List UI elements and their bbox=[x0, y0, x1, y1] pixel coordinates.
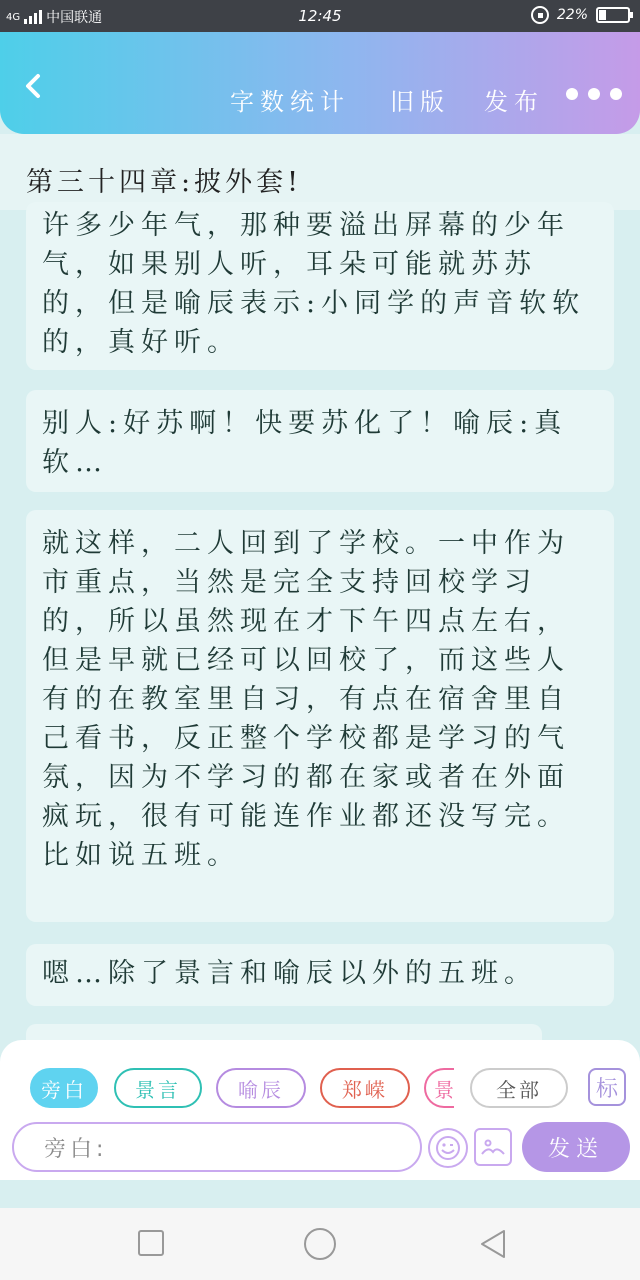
status-bar bbox=[0, 0, 640, 32]
word-count-button[interactable]: 字数统计 bbox=[230, 88, 350, 116]
recent-apps-icon[interactable] bbox=[138, 1230, 164, 1256]
dot-icon bbox=[610, 88, 622, 100]
send-button[interactable]: 发送 bbox=[522, 1122, 630, 1172]
battery-percent: 22% bbox=[556, 7, 588, 23]
back-triangle-icon[interactable] bbox=[478, 1228, 508, 1260]
role-chip-narrator[interactable]: 旁白 bbox=[30, 1068, 98, 1108]
bottom-spacer bbox=[0, 1180, 640, 1208]
role-chip-jingyan[interactable]: 景言 bbox=[114, 1068, 202, 1108]
network-label: 4G bbox=[6, 11, 21, 23]
clock: 12:45 bbox=[298, 7, 342, 25]
status-right bbox=[531, 6, 630, 24]
compose-panel bbox=[0, 1040, 640, 1180]
top-header bbox=[0, 32, 640, 134]
system-nav-bar bbox=[0, 1208, 640, 1280]
message-card[interactable] bbox=[26, 510, 614, 922]
dot-icon bbox=[588, 88, 600, 100]
more-menu-button[interactable] bbox=[566, 88, 622, 100]
role-chip-yuchen[interactable]: 喻辰 bbox=[216, 1068, 306, 1108]
message-card[interactable] bbox=[26, 202, 614, 370]
home-icon[interactable] bbox=[304, 1228, 336, 1260]
rotation-lock-icon bbox=[531, 6, 549, 24]
role-chip-zhengrong[interactable]: 郑嵘 bbox=[320, 1068, 410, 1108]
message-card[interactable] bbox=[26, 944, 614, 1006]
carrier-label: 中国联通 bbox=[46, 10, 103, 26]
image-icon bbox=[480, 1136, 506, 1158]
message-feed[interactable] bbox=[0, 210, 640, 1040]
image-button[interactable] bbox=[474, 1128, 512, 1166]
message-card[interactable] bbox=[26, 390, 614, 492]
message-text: 许多少年气，那种要溢出屏幕的少年气，如果别人听，耳朵可能就苏苏的，但是喻辰表示:小同学的声音软软的，真好听。 bbox=[42, 210, 586, 358]
tag-button[interactable]: 标 bbox=[588, 1068, 626, 1106]
dot-icon bbox=[566, 88, 578, 100]
message-text: 别人:好苏啊！快要苏化了！喻辰:真软… bbox=[42, 408, 568, 478]
smile-icon bbox=[435, 1135, 461, 1161]
message-input[interactable]: 旁白: bbox=[12, 1122, 422, 1172]
role-chip-all[interactable]: 全部 bbox=[470, 1068, 568, 1108]
publish-button[interactable]: 发布 bbox=[484, 88, 544, 116]
chapter-title[interactable]: 第三十四章:披外套! bbox=[26, 167, 302, 198]
back-button[interactable] bbox=[18, 66, 48, 106]
message-text: 就这样，二人回到了学校。一中作为市重点，当然是完全支持回校学习的，所以虽然现在才下午四点左右，但是早就已经可以回校了，而这些人有的在教室里自习，有点在宿舍里自己看书，反正整个学校都是学习的气氛，因为不学习的都在家或者在外面疯玩，很有可能连作业都还没写完。比如说五班。 bbox=[42, 528, 570, 871]
old-version-button[interactable]: 旧版 bbox=[390, 88, 450, 116]
role-chip-partial[interactable]: 景 bbox=[424, 1068, 454, 1108]
emoji-button[interactable] bbox=[428, 1128, 468, 1168]
chapter-header bbox=[0, 134, 640, 210]
battery-icon bbox=[596, 7, 630, 23]
message-text: 嗯…除了景言和喻辰以外的五班。 bbox=[42, 958, 537, 989]
chevron-left-icon bbox=[18, 66, 48, 106]
